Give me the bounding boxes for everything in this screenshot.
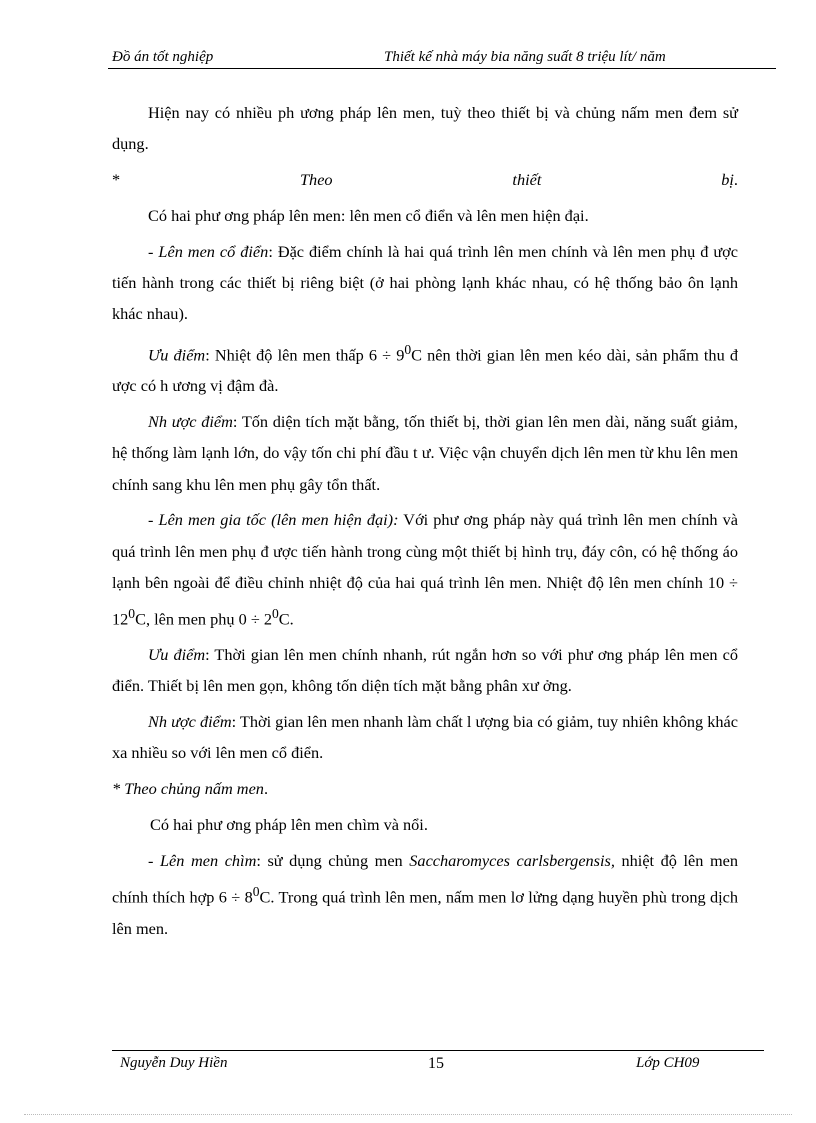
paragraph-two-yeast-methods: Có hai phư ơng pháp lên men chìm và nổi. [150, 815, 428, 835]
heading-by-equipment [112, 164, 738, 195]
heading-by-yeast-strain [112, 773, 738, 804]
heading-word-thiet: thiết [512, 170, 542, 189]
text-accelerated-b: C, lên men phụ 0 ÷ 2 [135, 609, 272, 629]
paragraph-intro: Hiện nay có nhiều ph ương pháp lên men, tuỳ theo thiết bị và chủng nấm men đem sử dụng. [112, 103, 738, 154]
term-disadvantages: Nh ược điểm [148, 712, 232, 732]
footer-author: Nguyễn Duy Hiền [120, 1055, 228, 1071]
text-bottom-a: : sử dụng chủng men [256, 850, 410, 870]
term-bottom-fermentation: Lên men chìm [160, 850, 257, 870]
term-disadvantages: Nh ược điểm [148, 412, 233, 432]
heading-yeast-text: * Theo chủng nấm men [112, 779, 264, 799]
footer-page-number: 15 [428, 1055, 444, 1072]
text-advantages-b: C nên thời gian lên men kéo dài, sản phẩm thu đ ược có h ương vị đậm đà. [112, 345, 738, 396]
paragraph-classic-fermentation [112, 236, 738, 330]
page-header [108, 48, 776, 69]
heading-dot: . [733, 170, 738, 189]
text-disadvantages: : Tốn diện tích mặt bằng, tốn thiết bị, thời gian lên men dài, năng suất giảm, hệ thống làm lạnh lớn, do vậy tốn chi phí đầu t ư. Việc vận chuyển dịch lên men từ khu lên men chính sang khu lên men phụ gây tổn thất. [112, 412, 738, 494]
dash: - [148, 241, 159, 261]
term-advantages: Ưu điểm [148, 345, 206, 365]
term-classic: Lên men cổ điển [158, 241, 269, 261]
superscript-degree: 0 [252, 884, 260, 900]
footer-class: Lớp CH09 [636, 1055, 700, 1071]
superscript-degree: 0 [404, 341, 412, 357]
text-accelerated-disadvantages: : Thời gian lên men nhanh làm chất l ượng bia có giảm, tuy nhiên không khác xa nhiều so với lên men cổ điển. [112, 712, 738, 763]
scientific-name: Saccharomyces carlsbergensis, [409, 850, 615, 870]
superscript-degree: 0 [272, 606, 279, 622]
text-accelerated-advantages: : Thời gian lên men chính nhanh, rút ngắn hơn so với phư ơng pháp lên men cổ điển. Thiết bị lên men gọn, không tốn diện tích mặt bằng phân xư ởng. [112, 645, 739, 696]
paragraph-accelerated-advantages [112, 639, 738, 701]
heading-word-theo: Theo [300, 170, 333, 189]
body-text [112, 97, 738, 948]
paragraph-classic-disadvantages [112, 406, 738, 500]
text-advantages-a: : Nhiệt độ lên men thấp 6 ÷ 9 [205, 345, 405, 365]
text-classic: : Đặc điểm chính là hai quá trình lên men chính và lên men phụ đ ược tiến hành trong các thiết bị riêng biệt (ở hai phòng lạnh khác nhau, có hệ thống bảo ôn lạnh khác nhau). [112, 241, 739, 323]
dash: - [148, 850, 160, 870]
header-left-title: Đồ án tốt nghiệp [112, 49, 214, 65]
heading-word-bi: bị [721, 170, 734, 189]
text-bottom-c: C. Trong quá trình lên men, nấm men lơ lửng dạng huyền phù trong dịch lên men. [112, 887, 739, 938]
header-right-title: Thiết kế nhà máy bia năng suất 8 triệu lít/ năm [384, 49, 666, 65]
text-bottom-b: nhiệt độ lên men chính thích hợp 6 ÷ 8 [112, 850, 738, 907]
paragraph-accelerated-fermentation [112, 504, 738, 634]
heading-star: * [112, 170, 121, 189]
dash: - [148, 510, 159, 530]
footer-rule [112, 1050, 764, 1051]
paragraph-classic-advantages [112, 334, 738, 402]
paragraph-bottom-fermentation [112, 845, 738, 944]
page-bottom-dotted-edge [24, 1114, 792, 1115]
superscript-degree: 0 [128, 606, 136, 622]
term-accelerated: Lên men gia tốc (lên men hiện đại): [158, 510, 399, 530]
text-accelerated-a: Với phư ơng pháp này quá trình lên men chính và quá trình lên men phụ đ ược tiến hành trong cùng một thiết bị hình trụ, đáy côn, có hệ thống áo lạnh bên ngoài để điều chỉnh nhiệt độ của hai quá trình lên men. Nhiệt độ lên men chính 10 ÷ 12 [112, 510, 738, 629]
text-accelerated-c: C. [278, 609, 294, 629]
heading-yeast-dot: . [263, 779, 269, 799]
paragraph-two-methods: Có hai phư ơng pháp lên men: lên men cổ điển và lên men hiện đại. [148, 205, 589, 225]
term-advantages: Ưu điểm [148, 645, 206, 665]
paragraph-accelerated-disadvantages [112, 706, 738, 768]
